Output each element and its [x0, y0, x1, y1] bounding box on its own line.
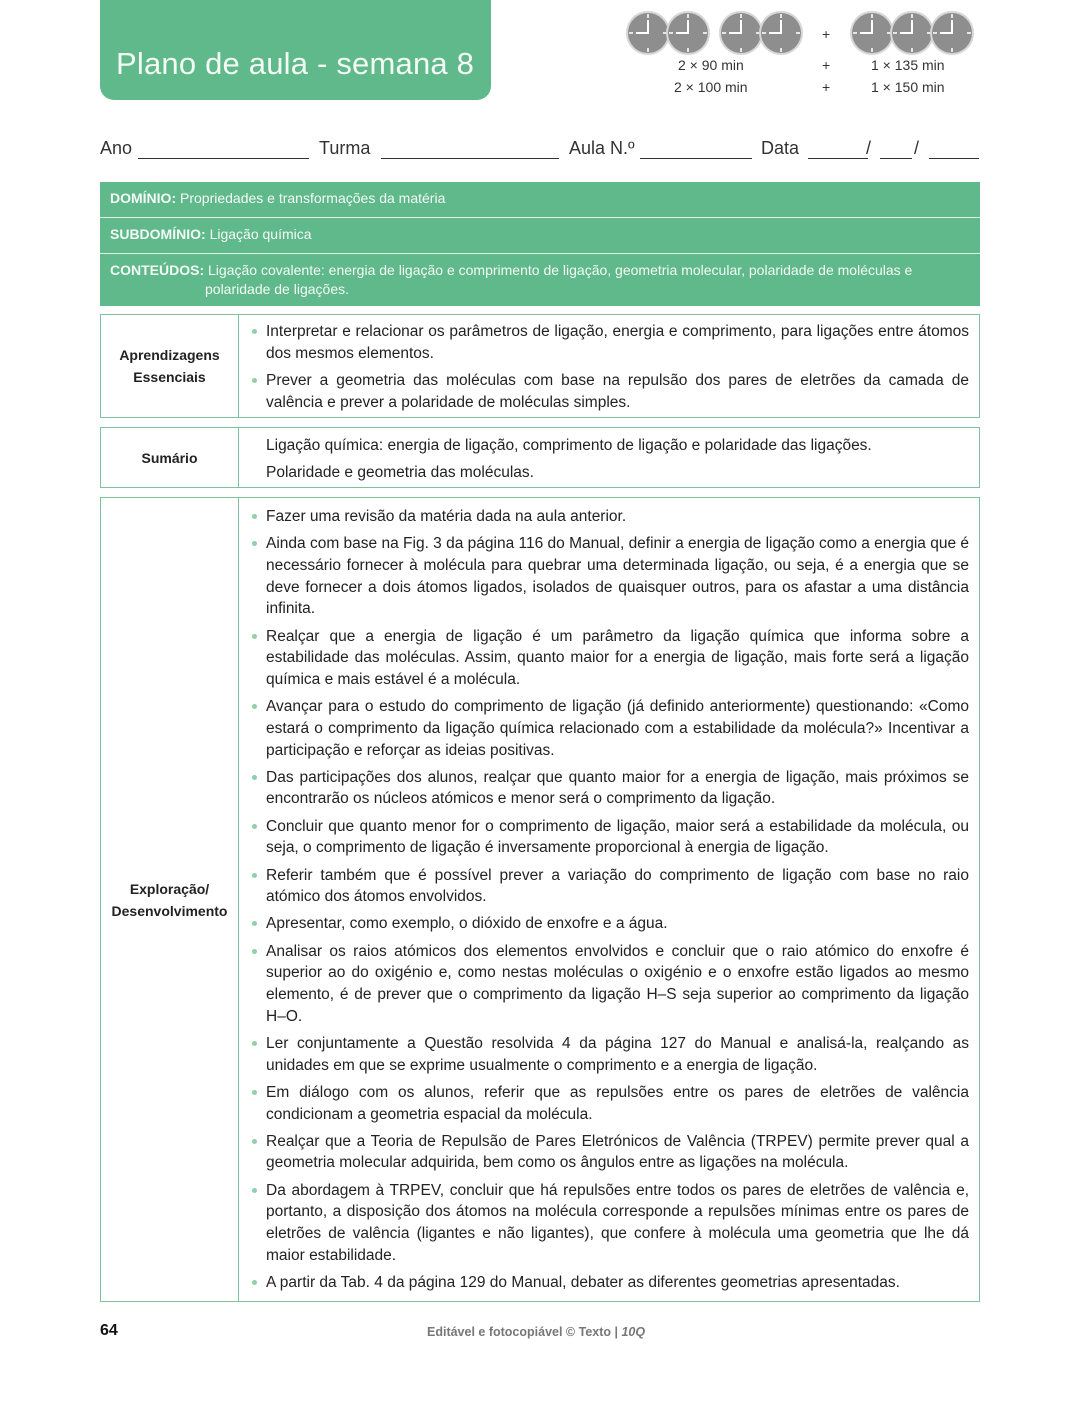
conteudos-value: polaridade de ligações.	[205, 281, 349, 297]
label-line: Desenvolvimento	[111, 902, 228, 919]
aprendizagens-table	[100, 314, 980, 418]
date-year-field[interactable]	[929, 139, 979, 159]
label-line: Exploração/	[129, 880, 210, 897]
sumario-label: Sumário	[101, 428, 239, 487]
date-separator: /	[914, 138, 920, 158]
clock-icon	[721, 13, 761, 53]
aula-label: Aula N.º	[569, 138, 635, 158]
aula-number-field[interactable]	[640, 139, 752, 159]
copyright-text: Editável e fotocopiável © Texto |	[427, 1325, 622, 1339]
list-item: A partir da Tab. 4 da página 129 do Manual, debater as diferentes geometrias apresentadas.	[266, 1272, 969, 1294]
duration-option-left: 2 × 90 min	[678, 57, 744, 73]
list-item: Das participações dos alunos, realçar que quanto maior for a energia de ligação, mais próximos se encontrarão os núcleos atómicos e menor será o comprimento da ligação.	[266, 767, 969, 810]
list-item: Realçar que a Teoria de Repulsão de Pares Eletrónicos de Valência (TRPEV) permite prever qual a geometria molecular adquirida, bem como os ângulos entre as ligações na molécula.	[266, 1131, 969, 1174]
clock-icon	[852, 13, 892, 53]
ano-label: Ano	[100, 138, 133, 158]
list-item: Fazer uma revisão da matéria dada na aula anterior.	[266, 506, 969, 528]
date-month-field[interactable]	[880, 139, 912, 159]
sumario-line: Ligação química: energia de ligação, comprimento de ligação e polaridade das ligações.	[266, 437, 872, 454]
exploracao-content	[240, 498, 979, 1301]
page-title: Plano de aula - semana 8	[116, 46, 475, 81]
plus-sign: +	[822, 26, 831, 42]
dominio-value: Propriedades e transformações da matéria	[180, 190, 446, 206]
footer-credit	[427, 1325, 645, 1339]
conteudos-value: Ligação covalente: energia de ligação e comprimento de ligação, geometria molecular, polaridade de moléculas e	[208, 262, 913, 278]
sumario-content	[240, 428, 979, 487]
subdominio-label: SUBDOMÍNIO:	[110, 226, 206, 242]
list-item: Apresentar, como exemplo, o dióxido de enxofre e a água.	[266, 913, 969, 935]
conteudos-row-continued	[100, 281, 980, 297]
subdominio-row	[100, 226, 980, 242]
book-code: 10Q	[621, 1325, 646, 1339]
title-banner	[100, 0, 491, 100]
duration-option-right: 1 × 135 min	[871, 57, 945, 73]
page-number: 64	[100, 1322, 118, 1339]
list-item: Ler conjuntamente a Questão resolvida 4 da página 127 do Manual e analisá-la, realçando as unidades em que se exprime usualmente o comprimento e a energia de ligação.	[266, 1033, 969, 1076]
date-separator: /	[866, 138, 872, 158]
aprendizagens-content	[240, 315, 979, 417]
duration-option-left: 2 × 100 min	[674, 79, 748, 95]
list-item: Em diálogo com os alunos, referir que as repulsões entre os pares de eletrões de valência condicionam a geometria espacial da molécula.	[266, 1082, 969, 1125]
list-item: Avançar para o estudo do comprimento de ligação (já definido anteriormente) questionando: «Como estará o comprimento da ligação química relacionado com a estabilidade da molécula?» Incentivar a participação e reforçar as ideias positivas.	[266, 696, 969, 761]
sumario-line: Polaridade e geometria das moléculas.	[266, 463, 534, 481]
clock-icon	[761, 13, 801, 53]
list-item: Concluir que quanto menor for o comprimento de ligação, maior será a estabilidade da molécula, ou seja, o comprimento de ligação é inversamente proporcional à energia de ligação.	[266, 816, 969, 859]
clock-icon	[668, 13, 708, 53]
list-item: Da abordagem à TRPEV, concluir que há repulsões entre todos os pares de eletrões de valência e, portanto, a disposição dos átomos na molécula corresponde a repulsões mínimas entre os pares de eletrões de valência (ligantes e não ligantes), que confere à molécula uma geometria que lhe dá maior estabilidade.	[266, 1180, 969, 1267]
dominio-label: DOMÍNIO:	[110, 190, 177, 206]
domain-block	[100, 182, 980, 306]
dominio-row	[100, 190, 980, 206]
label-line: Aprendizagens	[119, 347, 220, 363]
list-item: Realçar que a energia de ligação é um parâmetro da ligação química que informa sobre a estabilidade das moléculas. Assim, quanto maior for a energia de ligação, mais forte será a ligação química e mais estável é a molécula.	[266, 626, 969, 691]
sumario-table	[100, 427, 980, 488]
conteudos-label: CONTEÚDOS:	[110, 262, 205, 278]
aprendizagens-label	[101, 315, 239, 417]
list-item: Ainda com base na Fig. 3 da página 116 do Manual, definir a energia de ligação como a energia que é necessário fornecer à molécula para quebrar uma determinada ligação, ou seja, é a energia que se deve fornecer a dois átomos ligados, isolados de quaisquer outros, para os afastar a uma distância infinita.	[266, 533, 969, 620]
list-item: Interpretar e relacionar os parâmetros de ligação, energia e comprimento, para ligações entre átomos dos mesmos elementos.	[266, 321, 969, 364]
divider	[100, 253, 980, 254]
plus-sign: +	[822, 57, 831, 73]
list-item: Prever a geometria das moléculas com base na repulsão dos pares de eletrões da camada de valência e prever a polaridade de moléculas simples.	[266, 370, 969, 413]
clock-icon	[932, 13, 972, 53]
ano-field[interactable]	[138, 139, 309, 159]
turma-field[interactable]	[381, 139, 559, 159]
plus-sign: +	[822, 79, 831, 95]
lesson-duration-options	[620, 10, 990, 105]
label-line: Essenciais	[133, 369, 206, 385]
turma-label: Turma	[319, 138, 371, 158]
conteudos-row	[100, 262, 980, 278]
clock-icon	[892, 13, 932, 53]
exploracao-label	[101, 498, 239, 1301]
subdominio-value: Ligação química	[209, 226, 312, 242]
divider	[100, 217, 980, 218]
exploracao-table	[100, 497, 980, 1302]
clock-icon	[628, 13, 668, 53]
lesson-fields-row	[100, 138, 980, 164]
duration-option-right: 1 × 150 min	[871, 79, 945, 95]
data-label: Data	[761, 138, 800, 158]
list-item: Referir também que é possível prever a variação do comprimento de ligação com base no raio atómico dos átomos envolvidos.	[266, 865, 969, 908]
date-day-field[interactable]	[808, 139, 868, 159]
list-item: Analisar os raios atómicos dos elementos envolvidos e concluir que o raio atómico do enxofre é superior ao do oxigénio e, como nestas moléculas o oxigénio e o enxofre estão ligados ao mesmo elemento, é de prever que o comprimento da ligação H–S seja superior ao comprimento da ligação H–O.	[266, 941, 969, 1028]
